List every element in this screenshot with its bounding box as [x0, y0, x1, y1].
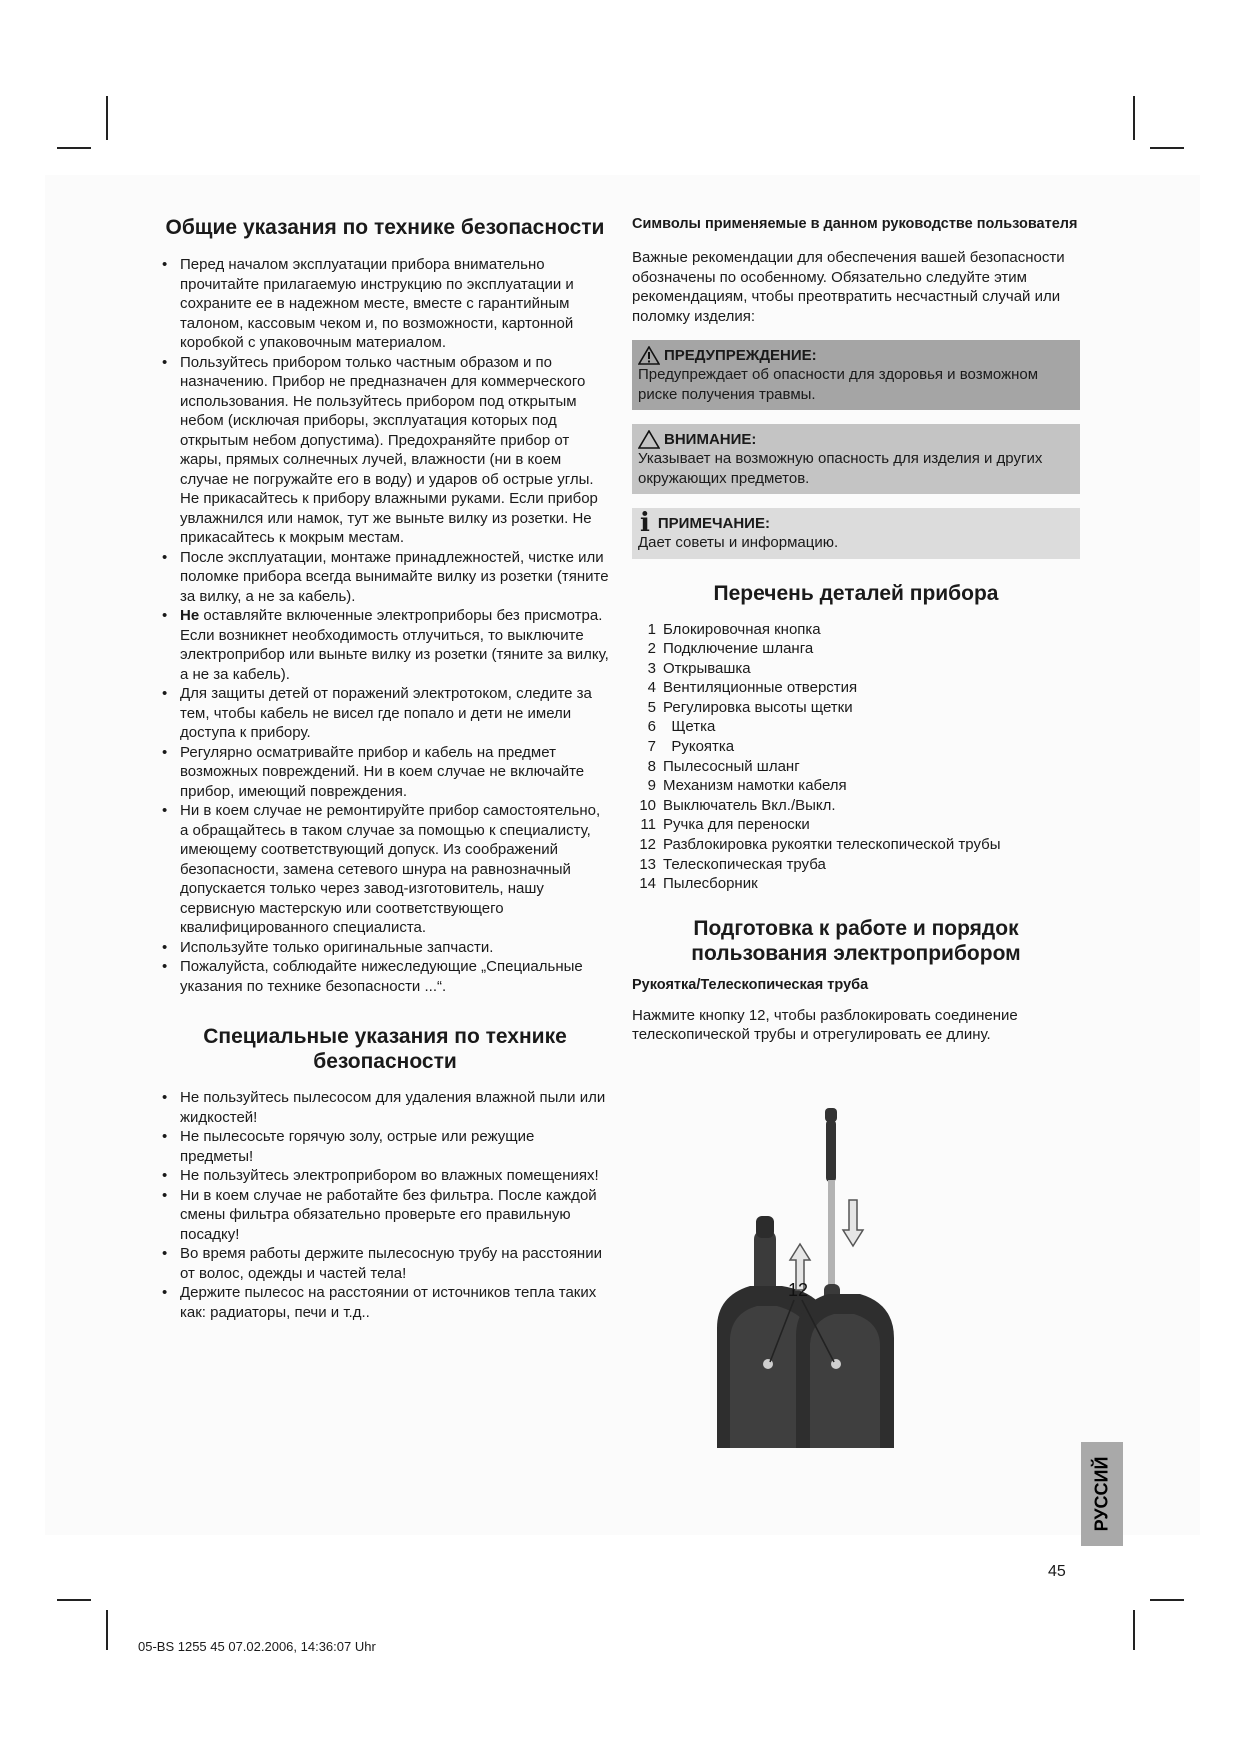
crop-mark [1133, 96, 1135, 140]
part-number: 5 [647, 698, 656, 716]
part-number: 14 [639, 875, 656, 893]
crop-mark [57, 147, 91, 149]
part-label: Регулировка высоты щетки [663, 698, 853, 716]
part-number: 1 [647, 620, 656, 638]
vacuum-right-image [796, 1108, 894, 1448]
part-number: 3 [647, 659, 656, 677]
note-label: ПРИМЕЧАНИЕ: [657, 515, 770, 532]
part-label: Рукоятка [663, 738, 735, 756]
parts-list-title: Перечень деталей прибора [713, 581, 999, 605]
part-label: Подключение шланга [663, 640, 814, 658]
page-number: 45 [1048, 1563, 1066, 1580]
note-title [638, 508, 1072, 538]
preparation-title: Подготовка к работе и порядок пользования электроприбором [691, 916, 1021, 965]
list-item [632, 835, 1080, 855]
list-item: • Не пользуйтесь электроприбором во влажных помещениях! [160, 1166, 610, 1186]
note-text: Дает советы и информацию. [638, 534, 839, 551]
caution-label: ВНИМАНИЕ: [664, 431, 757, 448]
language-side-tab [1081, 1442, 1123, 1546]
crop-mark [57, 1599, 91, 1601]
caution-box [632, 424, 1080, 494]
list-item [632, 620, 1080, 640]
list-item [632, 796, 1080, 816]
list-item [632, 678, 1080, 698]
list-item: • После эксплуатации, монтаже принадлежностей, чистке или поломке прибора всегда вынимайте вилку из розетки (тяните за вилку, а не за кабель). [160, 548, 610, 607]
part-number: 4 [647, 679, 656, 697]
part-label: Пылесборник [663, 875, 758, 893]
caution-title [638, 430, 1072, 449]
general-safety-list [160, 255, 610, 996]
preparation-subtitle: Рукоятка/Телескопическая труба [632, 976, 869, 993]
list-item: • Ни в коем случае не работайте без фильтра. После каждой смены фильтра обязательно проверьте его правильную посадку! [160, 1186, 610, 1245]
part-label: Щетка [663, 718, 716, 736]
list-item [632, 717, 1080, 737]
part-number: 10 [639, 796, 656, 814]
list-item: • Не пользуйтесь пылесосом для удаления влажной пыли или жидкостей! [160, 1088, 610, 1127]
caution-text: Указывает на возможную опасность для изделия и других окружающих предметов. [638, 450, 1043, 487]
list-item-text: оставляйте включенные электроприборы без присмотра. [199, 607, 603, 624]
list-item [632, 737, 1080, 757]
vacuum-telescopic-tube-illustration [712, 1108, 1012, 1448]
section-title-general-safety: Общие указания по технике безопасности [165, 216, 605, 239]
symbols-intro: Важные рекомендации для обеспечения вашей безопасности обозначены по особенному. Обязательно следуйте этим рекомендациям, чтобы преотвратить несчастный случай или поломку изделия: [632, 249, 1065, 325]
part-number: 9 [647, 777, 656, 795]
list-item: • Не пылесосьте горячую золу, острые или режущие предметы! [160, 1127, 610, 1166]
warning-title [638, 346, 1072, 365]
warning-box [632, 340, 1080, 410]
part-label: Механизм намотки кабеля [663, 777, 847, 795]
part-label: Разблокировка рукоятки телескопической трубы [663, 836, 1001, 854]
emphasis-text: Не [180, 607, 200, 624]
list-item: • Для защиты детей от поражений электротоком, следите за тем, чтобы кабель не висел где попало и дети не имели доступа к прибору. [160, 684, 610, 743]
part-label: Вентиляционные отверстия [663, 679, 858, 697]
crop-mark [106, 1610, 108, 1650]
left-column [160, 215, 610, 1322]
preparation-text: Нажмите кнопку 12, чтобы разблокировать соединение телескопической трубы и отрегулировать ее длину. [632, 1006, 1018, 1044]
part-number: 2 [647, 640, 656, 658]
note-box [632, 508, 1080, 559]
right-column [632, 215, 1080, 1045]
list-item: • Держите пылесос на расстоянии от источников тепла таких как: радиаторы, печи и т.д.. [160, 1283, 610, 1322]
arrow-down-icon [843, 1200, 863, 1246]
warning-text: Предупреждает об опасности для здоровья и возможном риске получения травмы. [638, 366, 1039, 403]
list-item [632, 659, 1080, 679]
symbols-heading: Символы применяемые в данном руководстве пользователя [632, 216, 1078, 232]
parts-list [632, 620, 1080, 894]
part-label: Телескопическая труба [663, 855, 826, 873]
crop-mark [1150, 1599, 1184, 1601]
language-label: РУССИЙ [1091, 1456, 1112, 1532]
special-safety-list [160, 1088, 610, 1322]
list-item [632, 698, 1080, 718]
list-item [632, 776, 1080, 796]
part-number: 12 [639, 836, 656, 854]
part-label: Пылесосный шланг [663, 757, 800, 775]
list-item: • Пожалуйста, соблюдайте нижеследующие „Специальные указания по технике безопасности ...“. [160, 957, 610, 996]
warning-triangle-icon [638, 346, 660, 365]
list-item-text: Если возникнет необходимость отлучиться, то выключите электроприбор или выньте вилку из розетки (тяните за вилку, а не за кабель). [180, 626, 609, 683]
list-item: • Во время работы держите пылесосную трубу на расстоянии от волос, одежды и частей тела! [160, 1244, 610, 1283]
part-number: 6 [647, 718, 656, 736]
crop-mark [106, 96, 108, 140]
part-label: Ручка для переноски [663, 816, 810, 834]
part-label: Выключатель Вкл./Выкл. [663, 796, 836, 814]
list-item [632, 815, 1080, 835]
list-item: • Перед началом эксплуатации прибора внимательно прочитайте прилагаемую инструкцию по эксплуатации и сохраните ее в надежном месте, вместе с гарантийным талоном, кассовым чеком и, по возможности, картонной коробкой с упаковочным материалом. [160, 255, 610, 353]
caution-triangle-icon [638, 430, 660, 449]
section-title-special-safety: Специальные указания по технике безопасности [203, 1025, 567, 1073]
list-item [632, 855, 1080, 875]
list-item [160, 606, 610, 684]
part-label: Блокировочная кнопка [663, 620, 821, 638]
crop-mark [1133, 1610, 1135, 1650]
callout-label: 12 [788, 1280, 809, 1300]
warning-label: ПРЕДУПРЕЖДЕНИЕ: [664, 347, 817, 364]
part-number: 7 [647, 738, 656, 756]
crop-mark [1150, 147, 1184, 149]
print-footer: 05-BS 1255 45 07.02.2006, 14:36:07 Uhr [138, 1639, 376, 1654]
list-item: • Используйте только оригинальные запчасти. [160, 938, 610, 958]
part-number: 11 [640, 816, 656, 834]
part-label: Открывашка [663, 659, 751, 677]
part-number: 13 [639, 855, 656, 873]
list-item [632, 874, 1080, 894]
list-item [632, 757, 1080, 777]
info-icon: i [640, 508, 650, 538]
list-item [632, 639, 1080, 659]
list-item: • Пользуйтесь прибором только частным образом и по назначению. Прибор не предназначен для коммерческого использования. Не пользуйтесь прибором под открытым небом (исключая приборы, эксплуатация которых под открытым небом допустима). Предохраняйте прибор от жары, прямых солнечных лучей, влажности (ни в коем случае не погружайте его в воду) и ударов об острые углы. Не прикасайтесь к прибору влажными руками. Если прибор увлажнился или намок, тут же выньте вилку из розетки. Не прикасайтесь к мокрым местам. [160, 353, 610, 548]
list-item: • Ни в коем случае не ремонтируйте прибор самостоятельно, а обращайтесь в таком случае за помощью к специалисту, имеющему соответствующий допуск. Из соображений безопасности, замена сетевого шнура на равнозначный допускается только через завод-изготовитель, нашу сервисную мастерскую или соответствующего квалифицированного специалиста. [160, 801, 610, 938]
part-number: 8 [647, 757, 656, 775]
list-item: • Регулярно осматривайте прибор и кабель на предмет возможных повреждений. Ни в коем случае не включайте прибор, имеющий повреждения. [160, 743, 610, 802]
